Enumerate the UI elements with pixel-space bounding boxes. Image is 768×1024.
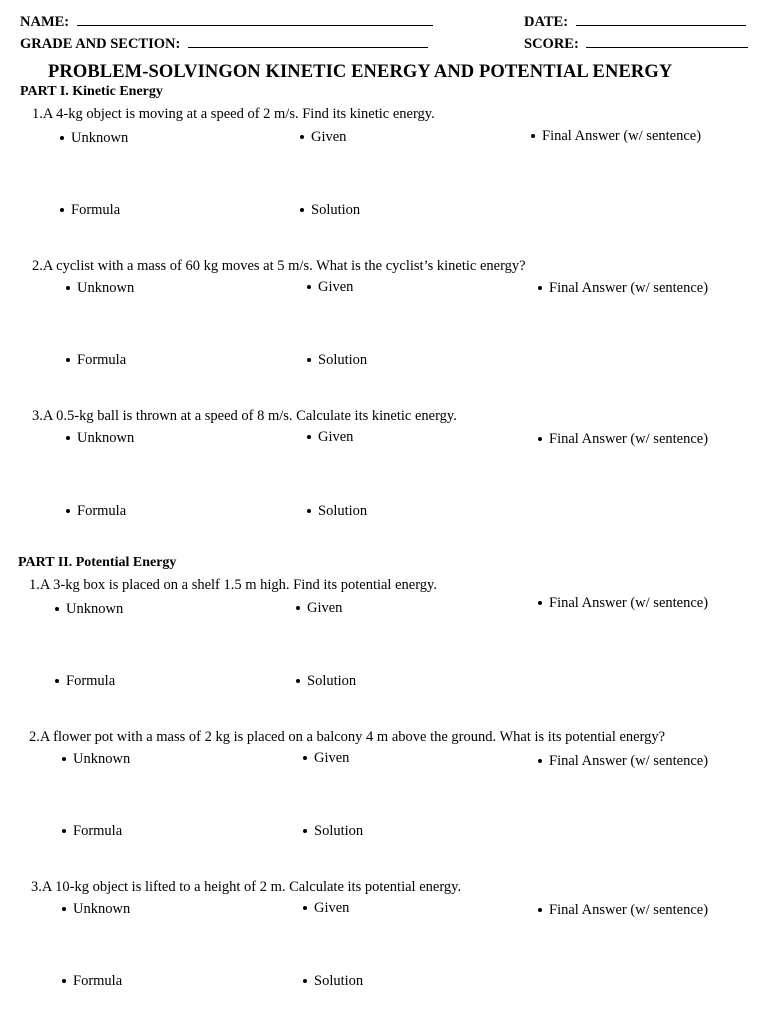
bullet-icon xyxy=(307,358,311,362)
final-answer-item: Final Answer (w/ sentence) xyxy=(538,595,708,612)
date-field[interactable] xyxy=(576,13,746,26)
solution-item: Solution xyxy=(307,352,367,369)
name-field[interactable] xyxy=(77,13,433,26)
question-1-1: 1.A 4-kg object is moving at a speed of 2 m/s. Find its kinetic energy. xyxy=(32,106,435,122)
unknown-item: Unknown xyxy=(55,601,123,618)
bullet-icon xyxy=(531,134,535,138)
part-2-title: PART II. Potential Energy xyxy=(18,555,177,570)
bullet-icon xyxy=(296,606,300,610)
given-item: Given xyxy=(307,429,353,446)
bullet-icon xyxy=(60,136,64,140)
bullet-icon xyxy=(538,908,542,912)
bullet-icon xyxy=(66,509,70,513)
bullet-icon xyxy=(62,907,66,911)
bullet-icon xyxy=(66,436,70,440)
bullet-icon xyxy=(300,208,304,212)
bullet-icon xyxy=(55,607,59,611)
unknown-item: Unknown xyxy=(60,130,128,147)
part-1-title: PART I. Kinetic Energy xyxy=(20,84,163,99)
bullet-icon xyxy=(538,286,542,290)
question-1-3: 3.A 0.5-kg ball is thrown at a speed of 8 m/s. Calculate its kinetic energy. xyxy=(32,408,457,424)
bullet-icon xyxy=(66,358,70,362)
question-1-2: 2.A cyclist with a mass of 60 kg moves at 5 m/s. What is the cyclist’s kinetic energy? xyxy=(32,258,526,274)
grade-section-field[interactable] xyxy=(188,35,428,48)
bullet-icon xyxy=(303,906,307,910)
formula-item: Formula xyxy=(66,352,126,369)
bullet-icon xyxy=(307,435,311,439)
unknown-item: Unknown xyxy=(66,430,134,447)
formula-item: Formula xyxy=(60,202,120,219)
unknown-item: Unknown xyxy=(62,751,130,768)
formula-item: Formula xyxy=(55,673,115,690)
score-label: SCORE: xyxy=(524,36,579,52)
unknown-item: Unknown xyxy=(66,280,134,297)
unknown-item: Unknown xyxy=(62,901,130,918)
solution-item: Solution xyxy=(296,673,356,690)
bullet-icon xyxy=(303,829,307,833)
solution-item: Solution xyxy=(307,503,367,520)
grade-section-label: GRADE AND SECTION: xyxy=(20,36,181,52)
given-item: Given xyxy=(300,129,346,146)
final-answer-item: Final Answer (w/ sentence) xyxy=(538,902,708,919)
question-2-3: 3.A 10-kg object is lifted to a height of 2 m. Calculate its potential energy. xyxy=(31,879,462,895)
bullet-icon xyxy=(303,756,307,760)
bullet-icon xyxy=(307,285,311,289)
solution-item: Solution xyxy=(300,202,360,219)
bullet-icon xyxy=(62,829,66,833)
given-item: Given xyxy=(303,750,349,767)
bullet-icon xyxy=(296,679,300,683)
date-label: DATE: xyxy=(524,14,569,30)
bullet-icon xyxy=(55,679,59,683)
final-answer-item: Final Answer (w/ sentence) xyxy=(538,431,708,448)
bullet-icon xyxy=(66,286,70,290)
given-item: Given xyxy=(296,600,342,617)
bullet-icon xyxy=(538,601,542,605)
bullet-icon xyxy=(60,208,64,212)
final-answer-item: Final Answer (w/ sentence) xyxy=(531,128,701,145)
bullet-icon xyxy=(303,979,307,983)
final-answer-item: Final Answer (w/ sentence) xyxy=(538,753,708,770)
solution-item: Solution xyxy=(303,973,363,990)
formula-item: Formula xyxy=(62,973,122,990)
worksheet-title: PROBLEM-SOLVINGON KINETIC ENERGY AND POTENTIAL ENERGY xyxy=(48,62,673,82)
question-2-2: 2.A flower pot with a mass of 2 kg is placed on a balcony 4 m above the ground. What is its potential energy? xyxy=(29,729,666,745)
question-2-1: 1.A 3-kg box is placed on a shelf 1.5 m high. Find its potential energy. xyxy=(29,577,437,593)
bullet-icon xyxy=(307,509,311,513)
score-field[interactable] xyxy=(586,35,748,48)
bullet-icon xyxy=(538,759,542,763)
given-item: Given xyxy=(303,900,349,917)
solution-item: Solution xyxy=(303,823,363,840)
formula-item: Formula xyxy=(66,503,126,520)
bullet-icon xyxy=(300,135,304,139)
bullet-icon xyxy=(62,757,66,761)
final-answer-item: Final Answer (w/ sentence) xyxy=(538,280,708,297)
formula-item: Formula xyxy=(62,823,122,840)
bullet-icon xyxy=(538,437,542,441)
given-item: Given xyxy=(307,279,353,296)
name-label: NAME: xyxy=(20,14,70,30)
bullet-icon xyxy=(62,979,66,983)
